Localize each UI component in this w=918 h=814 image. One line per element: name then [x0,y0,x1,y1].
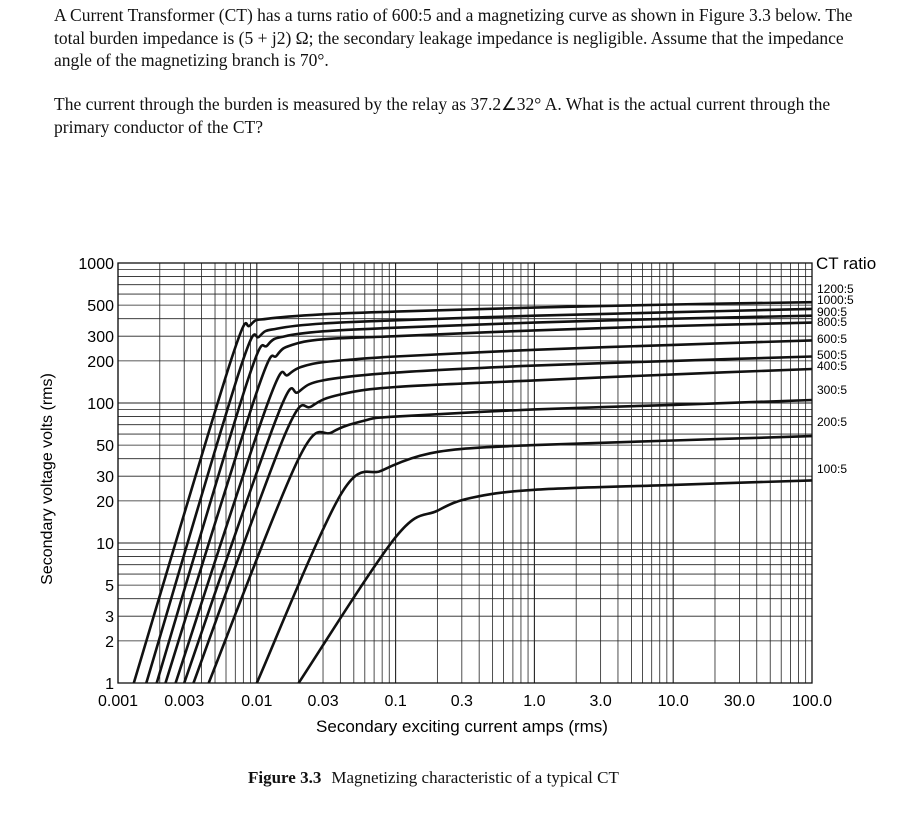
x-tick-labels [98,693,832,710]
y-tick-label: 50 [96,438,114,456]
legend-label-100-5: 100:5 [817,462,848,476]
x-tick-label: 0.003 [164,693,205,710]
x-tick-label: 0.01 [241,693,273,710]
ct-curve-600-5 [176,340,812,683]
y-tick-label: 3 [105,609,114,627]
x-axis-label: Secondary exciting current amps (rms) [316,717,608,736]
y-tick-label: 200 [87,353,114,371]
y-tick-label: 1000 [78,256,114,273]
x-tick-label: 100.0 [791,693,833,710]
x-tick-label: 1.0 [523,693,546,710]
x-tick-label: 0.3 [450,693,473,710]
x-tick-label: 0.001 [97,693,139,710]
x-tick-label: 10.0 [657,693,689,710]
legend-label-500-5: 500:5 [817,348,848,362]
ct-curve-900-5 [157,316,812,683]
y-tick-label: 500 [87,298,114,316]
x-tick-label: 0.1 [384,693,407,710]
ct-curve-400-5 [194,369,813,683]
ct-curve-100-5 [299,480,812,683]
x-tick-label: 0.03 [307,693,339,710]
y-tick-label: 5 [105,578,114,596]
y-tick-label: 100 [87,396,114,413]
y-tick-label: 30 [96,469,114,487]
y-tick-label: 20 [96,493,114,511]
legend-label-1000-5: 1000:5 [817,293,854,307]
x-tick-label: 3.0 [589,693,612,710]
magnetizing-curve-chart [0,225,918,755]
legend-label-600-5: 600:5 [817,332,848,346]
y-tick-label: 1 [105,676,114,693]
legend-title: CT ratio [816,254,877,273]
problem-paragraph-1: A Current Transformer (CT) has a turns ratio of 600:5 and a magnetizing curve as shown in Figure 3.3 below. The total burden impedance is (5 + j2) Ω; the secondary leakage impedance is negligible. Assume that the impedance angle of the magnetizing branch is 70°. [54,5,853,70]
y-tick-label: 300 [87,329,114,347]
y-tick-label: 10 [96,536,114,553]
legend-label-300-5: 300:5 [817,383,848,397]
y-tick-labels [78,256,114,693]
legend-label-400-5: 400:5 [817,359,848,373]
legend [816,254,876,476]
legend-label-800-5: 800:5 [817,315,848,329]
legend-label-200-5: 200:5 [817,415,848,429]
legend-label-1200-5: 1200:5 [817,282,854,296]
figure-number: Figure 3.3 [248,768,322,787]
problem-paragraph-2: The current through the burden is measured by the relay as 37.2∠32° A. What is the actual current through the primary conductor of the CT? [54,94,831,137]
figure-caption-text: Magnetizing characteristic of a typical CT [331,768,619,787]
legend-label-900-5: 900:5 [817,305,848,319]
y-tick-label: 2 [105,633,114,651]
figure-caption [248,768,619,788]
x-tick-label: 30.0 [723,693,755,710]
y-axis-label: Secondary voltage volts (rms) [39,373,56,585]
